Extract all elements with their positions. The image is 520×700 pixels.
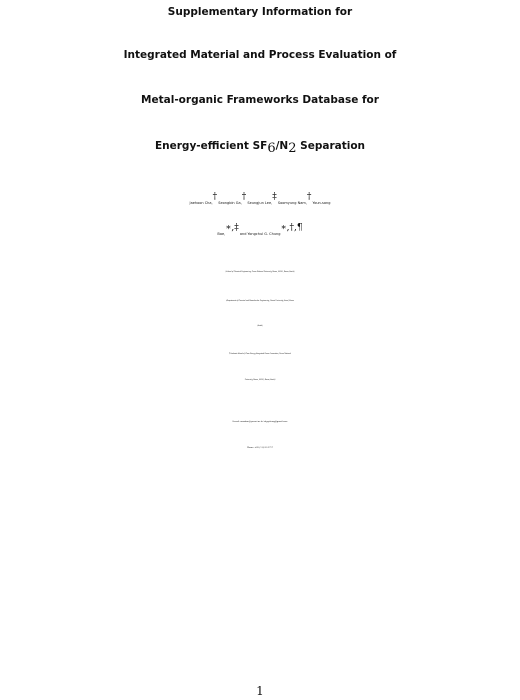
contact-email: E-mail: mowbae@yonsei.ac.kr; drygchung@gmail.com [232,421,288,423]
authors-line-1 [0,194,520,212]
title-line-4 [0,134,520,158]
affiliation-1 [0,265,520,281]
affiliation-text: School of Chemical Engineering, Pusan National University, Busan, 46241, Korea (South) [226,272,295,273]
title-line-3: Metal-organic Frameworks Database for [141,94,379,106]
title-line-2: Integrated Material and Process Evaluation of [123,49,397,61]
affiliation-mark: ‡ [226,301,227,302]
title-line-4-prefix: Energy-efficient SF [154,140,268,152]
page-number: 1 [256,684,264,698]
affiliation-2-line-2: (South) [257,326,263,327]
author-name: Soomyung Nam, [277,201,307,205]
author-affiliation-mark: ∗,‡ [225,223,239,233]
title-subscript-6: 6 [267,141,276,156]
title-line-1: Supplementary Information for [167,6,353,18]
author-name: Bae, [217,232,226,236]
author-name: Youn-sang [312,201,331,205]
author-name: Seongbin Ga, [218,201,242,205]
author-affiliation-mark: † [212,192,218,202]
author-affiliation-mark: † [306,192,312,202]
affiliation-3-line-2: University, Busan, 46241, Korea (South) [244,380,276,381]
author-affiliation-mark: † [241,192,247,202]
affiliation-mark: † [225,272,227,273]
title-line-4-slash: /N [275,140,289,152]
affiliation-text: Department of Chemical and Biomolecular Engineering, Yonsei University, Seoul, Korea [226,301,294,302]
author-affiliation-mark: ‡ [272,192,277,202]
title-subscript-2: 2 [288,141,297,156]
affiliation-text: Graduate School of Clean Energy Integrated Power Generation, Pusan National [230,354,291,355]
author-name: Seungjun Lee, [247,201,273,205]
affiliation-mark: ¶ [229,354,231,355]
authors-line-2 [0,225,520,243]
author-name: and Yongchul G. Chung [239,232,281,236]
affiliation-3-line-1 [0,347,520,363]
affiliation-2-line-1 [0,294,520,310]
contact-phone: Phone: +82 (51)510 3757 [246,447,274,449]
author-affiliation-mark: ∗,†,¶ [280,223,303,233]
author-name: Jaehoon Cha, [189,201,213,205]
title-line-4-suffix: Separation [296,140,366,152]
